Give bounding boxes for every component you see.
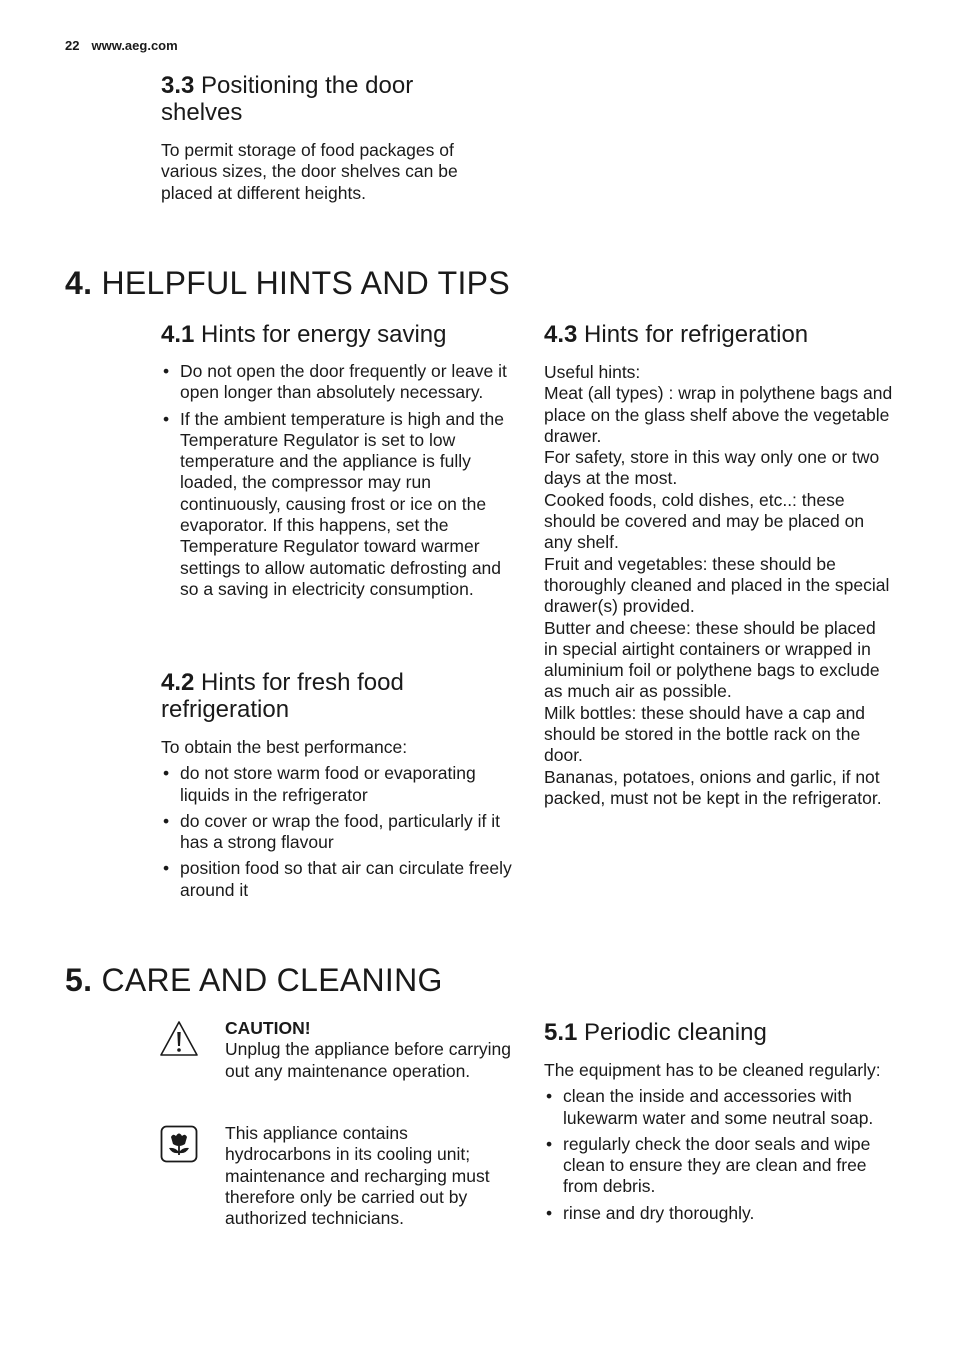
list-item: • position food so that air can circulate freely around it [161, 858, 513, 901]
section-title: Hints for refrigeration [584, 321, 809, 348]
hint-line: Milk bottles: these should have a cap and should be stored in the bottle rack on the door. [544, 702, 866, 766]
chapter-number: 4. [65, 265, 93, 301]
cleaning-list [544, 1086, 889, 1224]
page-number: 22 [65, 38, 80, 53]
chapter-4-heading [65, 266, 510, 300]
hint-list [161, 361, 513, 600]
website-link[interactable]: www.aeg.com [91, 38, 178, 53]
list-item: • do not store warm food or evaporating liquids in the refrigerator [161, 763, 513, 806]
hint-line: Meat (all types) : wrap in polythene bags and place on the glass shelf above the vegetable drawer. [544, 383, 893, 446]
section-4-1 [161, 321, 513, 605]
environment-note [225, 1123, 515, 1229]
section-heading [161, 669, 513, 723]
hint-list [161, 763, 513, 901]
list-item: • regularly check the door seals and wipe clean to ensure they are clean and free from debris. [544, 1134, 889, 1198]
hint-line: For safety, store in this way only one or two days at the most. [544, 447, 880, 489]
hint-line: Butter and cheese: these should be placed in special airtight containers or wrapped in aluminium foil or polythene bags to exclude as much air as possible. [544, 617, 880, 702]
list-item: • rinse and dry thoroughly. [544, 1203, 889, 1224]
caution-text: Unplug the appliance before carrying out any maintenance operation. [225, 1039, 512, 1081]
environment-text: This appliance contains hydrocarbons in its cooling unit; maintenance and recharging must therefore only be carried out by authorized technicians. [225, 1123, 490, 1229]
hint-line: Fruit and vegetables: these should be thoroughly cleaned and placed in the special drawer(s) provided. [544, 553, 890, 617]
chapter-title: CARE AND CLEANING [101, 962, 443, 998]
hint-line: Useful hints: [544, 362, 641, 382]
warning-triangle-icon [159, 1020, 199, 1063]
chapter-title: HELPFUL HINTS AND TIPS [101, 265, 510, 301]
section-body: To permit storage of food packages of various sizes, the door shelves can be placed at different heights. [161, 140, 458, 203]
hint-line: Cooked foods, cold dishes, etc..: these should be covered and may be placed on any shelf. [544, 489, 865, 553]
chapter-number: 5. [65, 962, 93, 998]
section-number: 4.2 [161, 669, 195, 696]
list-item: • do cover or wrap the food, particularly if it has a strong flavour [161, 811, 513, 854]
section-title: Periodic cleaning [584, 1019, 767, 1046]
section-4-2 [161, 669, 513, 906]
section-title: Hints for energy saving [201, 321, 447, 348]
list-item: • Do not open the door frequently or leave it open longer than absolutely necessary. [161, 361, 513, 404]
page-header [65, 38, 178, 53]
section-5-1 [544, 1019, 889, 1229]
section-intro: To obtain the best performance: [161, 737, 408, 757]
hint-paragraphs [544, 362, 894, 809]
caution-title: CAUTION! [225, 1018, 311, 1038]
section-heading [161, 72, 491, 126]
hint-line: Bananas, potatoes, onions and garlic, if not packed, must not be kept in the refrigerator. [544, 766, 882, 808]
caution-block [225, 1018, 515, 1082]
section-3-3 [161, 72, 491, 204]
section-title: Hints for fresh food refrigeration [161, 669, 404, 723]
section-number: 4.3 [544, 321, 578, 348]
section-4-3 [544, 321, 894, 809]
section-number: 5.1 [544, 1019, 578, 1046]
list-item: • clean the inside and accessories with lukewarm water and some neutral soap. [544, 1086, 889, 1129]
section-intro: The equipment has to be cleaned regularly: [544, 1060, 881, 1080]
section-number: 3.3 [161, 72, 195, 99]
section-title: Positioning the door shelves [161, 72, 414, 126]
chapter-5-heading [65, 963, 443, 997]
section-number: 4.1 [161, 321, 195, 348]
section-heading [161, 321, 513, 348]
flower-icon [160, 1125, 198, 1168]
section-heading [544, 321, 894, 348]
section-heading [544, 1019, 889, 1046]
list-item: • If the ambient temperature is high and the Temperature Regulator is set to low temperature and the appliance is fully loaded, the compressor may run continuously, causing frost or ice on the evaporator. If this happens, set the Temperature Regulator toward warmer settings to allow automatic defrosting and so a saving in electricity consumption. [161, 409, 513, 601]
